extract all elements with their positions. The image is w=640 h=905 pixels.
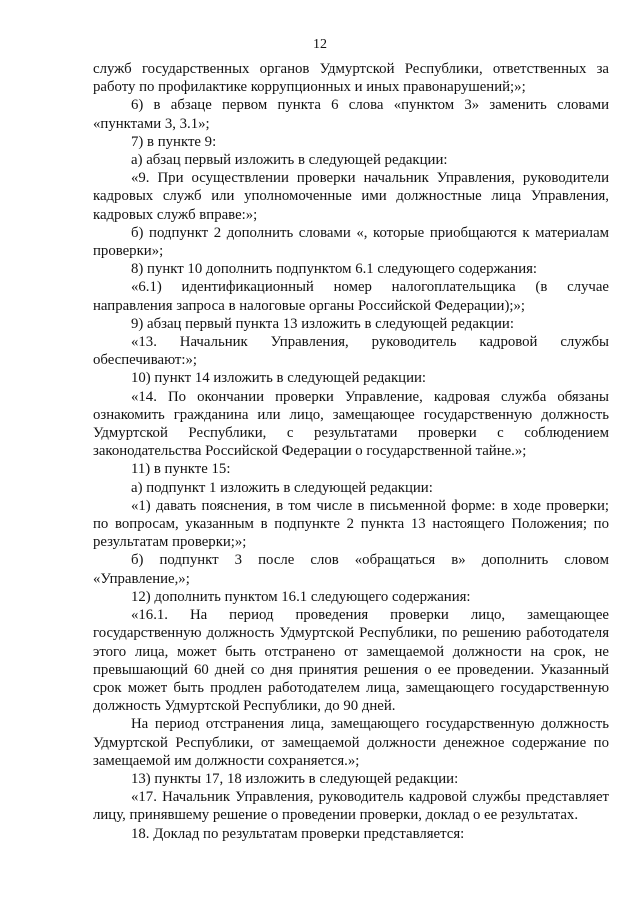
paragraph: 10) пункт 14 изложить в следующей редакции:: [131, 370, 427, 387]
paragraph: «1) давать пояснения, в том числе в письменной форме: в ходе проверки; по вопросам, указанным в подпункте 2 пункта 13 настоящего Положения; по результатам проверки;»;: [93, 497, 609, 551]
paragraph: 8) пункт 10 дополнить подпунктом 6.1 следующего содержания:: [131, 261, 538, 278]
paragraph: б) подпункт 3 после слов «обращаться в» дополнить словом «Управление,»;: [93, 552, 609, 587]
document-body: [93, 60, 609, 843]
paragraph: «17. Начальник Управления, руководитель кадровой службы представляет лицу, принявшему решение о проведении проверки, доклад о ее результатах.: [93, 789, 609, 824]
paragraph: «13. Начальник Управления, руководитель кадровой службы обеспечивают:»;: [93, 334, 609, 369]
paragraph: «6.1) идентификационный номер налогоплательщика (в случае направления запроса в налоговые органы Российской Федерации);»;: [93, 279, 609, 314]
paragraph: 9) абзац первый пункта 13 изложить в следующей редакции:: [131, 315, 514, 332]
paragraph: 7) в пункте 9:: [131, 133, 217, 150]
paragraph: 12) дополнить пунктом 16.1 следующего содержания:: [131, 588, 471, 605]
page-number: 12: [313, 37, 327, 52]
paragraph: а) подпункт 1 изложить в следующей редакции:: [131, 479, 433, 496]
paragraph: 11) в пункте 15:: [131, 461, 231, 478]
paragraph: 13) пункты 17, 18 изложить в следующей редакции:: [131, 770, 459, 787]
paragraph: «14. По окончании проверки Управление, кадровая служба обязаны ознакомить гражданина или лицо, замещающее государственную должность Удмуртской Республики, с результатами проверки с соблюдением законодательства Российской Федерации о государственной тайне.»;: [93, 388, 609, 460]
paragraph: 18. Доклад по результатам проверки представляется:: [131, 825, 465, 842]
paragraph: «16.1. На период проведения проверки лицо, замещающее государственную должность Удмуртской Республики, по решению работодателя этого лица, может быть отстранено от замещаемой должности на срок, не превышающий 60 дней со дня принятия решения о ее проведении. Указанный срок может быть продлен работодателем лица, замещающего государственную должность Удмуртской Республики, до 90 дней.: [93, 607, 609, 715]
paragraph: а) абзац первый изложить в следующей редакции:: [131, 152, 448, 169]
paragraph: На период отстранения лица, замещающего государственную должность Удмуртской Республики, от замещаемой должности денежное содержание по замещаемой им должности сохраняется.»;: [93, 716, 609, 769]
paragraph: «9. При осуществлении проверки начальник Управления, руководители кадровых служб или уполномоченные ими должностные лица Управления, кадровых служб вправе:»;: [93, 170, 609, 223]
paragraph: 6) в абзаце первом пункта 6 слова «пунктом 3» заменить словами «пунктами 3, 3.1»;: [93, 97, 609, 132]
paragraph: служб государственных органов Удмуртской Республики, ответственных за работу по профилактике коррупционных и иных правонарушений;»;: [93, 61, 609, 96]
paragraph: б) подпункт 2 дополнить словами «, которые приобщаются к материалам проверки»;: [93, 224, 609, 260]
